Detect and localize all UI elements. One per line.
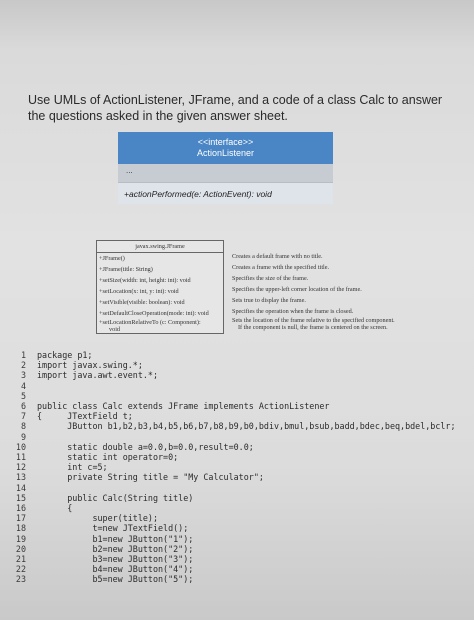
line-number: 20 xyxy=(15,543,26,554)
description-text: Creates a frame with the specified title. xyxy=(232,264,330,271)
line-number: 7 xyxy=(20,411,26,422)
line-number: 19 xyxy=(15,533,26,544)
code-line xyxy=(0,452,474,462)
code-text: private String title = "My Calculator"; xyxy=(37,472,264,483)
description-text: Specifies the size of the frame. xyxy=(232,275,309,282)
line-number: 21 xyxy=(15,554,26,564)
line-number: 13 xyxy=(15,472,26,483)
jframe-description xyxy=(224,284,404,295)
line-number: 3 xyxy=(20,370,26,381)
code-line xyxy=(0,574,474,584)
code-text: b1=new JButton("1"); xyxy=(37,533,194,544)
description-text: Sets the location of the frame relative to the specified component. xyxy=(232,317,395,324)
jframe-method-line: void xyxy=(109,326,121,333)
code-line xyxy=(0,370,474,380)
line-number: 8 xyxy=(20,421,26,432)
line-number: 15 xyxy=(15,492,26,503)
line-number: 1 xyxy=(20,350,26,360)
line-number: 18 xyxy=(15,523,26,534)
code-line xyxy=(0,421,474,431)
code-line xyxy=(0,564,474,574)
line-number: 16 xyxy=(15,503,26,513)
code-text: int c=5; xyxy=(37,462,108,473)
line-number: 10 xyxy=(15,441,26,452)
line-number: 12 xyxy=(15,462,26,473)
jframe-uml-title: javax.swing.JFrame xyxy=(97,241,223,253)
code-text: b2=new JButton("2"); xyxy=(37,543,194,554)
jframe-method: +JFrame() xyxy=(99,255,125,262)
description-text: Specifies the operation when the frame is closed. xyxy=(232,308,354,315)
jframe-method: +setLocation(x: int, y: int): void xyxy=(99,288,179,295)
code-text: b4=new JButton("4"); xyxy=(37,564,194,575)
instructions-text: Use UMLs of ActionListener, JFrame, and a code of a class Calc to answer the questions asked in the given answer sheet. xyxy=(28,93,443,123)
code-text: JButton b1,b2,b3,b4,b5,b6,b7,b8,b9,b0,bdiv,bmul,bsub,badd,bdec,beq,bdel,bclr; xyxy=(37,421,456,432)
jframe-descriptions xyxy=(224,251,404,331)
code-line xyxy=(0,503,474,513)
code-line xyxy=(0,483,474,493)
uml-stereotype: <<interface>> xyxy=(197,137,254,147)
code-line xyxy=(0,391,474,401)
code-text: static int operator=0; xyxy=(37,452,179,462)
line-number: 23 xyxy=(15,574,26,585)
uml-method: +actionPerformed(e: ActionEvent): void xyxy=(118,182,333,204)
code-line xyxy=(0,432,474,442)
code-line xyxy=(0,360,474,370)
code-line xyxy=(0,534,474,544)
code-text: super(title); xyxy=(37,513,159,524)
code-text: import java.awt.event.*; xyxy=(37,370,159,381)
code-text: public Calc(String title) xyxy=(37,492,194,503)
line-number: 17 xyxy=(15,513,26,524)
jframe-description xyxy=(224,262,404,273)
description-text: Sets true to display the frame. xyxy=(232,297,306,304)
line-number: 6 xyxy=(20,401,26,411)
uml-header xyxy=(118,132,333,164)
jframe-method: +setDefaultCloseOperation(mode: int): void xyxy=(99,310,209,317)
code-line xyxy=(0,493,474,503)
line-number: 22 xyxy=(15,564,26,575)
line-number: 2 xyxy=(20,360,26,371)
jframe-description xyxy=(224,295,404,306)
code-text: b5=new JButton("5"); xyxy=(37,574,194,585)
jframe-description xyxy=(224,317,404,331)
jframe-description xyxy=(224,251,404,262)
jframe-description xyxy=(224,273,404,284)
code-text: public class Calc extends JFrame implements ActionListener xyxy=(37,401,330,411)
code-text: t=new JTextField(); xyxy=(37,523,189,534)
code-text: { JTextField t; xyxy=(37,411,133,422)
jframe-uml xyxy=(96,240,395,334)
code-text: { xyxy=(37,503,73,513)
jframe-method: +setVisible(visible: boolean): void xyxy=(99,299,185,306)
action-listener-uml xyxy=(118,132,333,204)
code-line xyxy=(0,544,474,554)
code-line xyxy=(0,401,474,411)
description-text: Creates a default frame with no title. xyxy=(232,253,323,260)
jframe-method: +setSize(width: int, height: int): void xyxy=(99,277,191,284)
line-number: 5 xyxy=(20,390,26,401)
code-line xyxy=(0,472,474,482)
code-text: import javax.swing.*; xyxy=(37,360,143,371)
code-text: package p1; xyxy=(37,350,93,360)
code-line xyxy=(0,442,474,452)
jframe-uml-box xyxy=(96,240,224,334)
line-number: 9 xyxy=(20,431,26,442)
code-text: static double a=0.0,b=0.0,result=0.0; xyxy=(37,441,254,452)
line-number: 11 xyxy=(15,452,26,462)
jframe-method: +JFrame(title: String) xyxy=(99,266,153,273)
code-text: b3=new JButton("3"); xyxy=(37,554,194,564)
code-line xyxy=(0,381,474,391)
code-line xyxy=(0,350,474,360)
jframe-description xyxy=(224,306,404,317)
uml-attributes: ... xyxy=(118,164,333,182)
code-line xyxy=(0,411,474,421)
jframe-method-line: +setLocationRelativeTo (c: Component): xyxy=(99,319,201,326)
code-line xyxy=(0,513,474,523)
description-text: Specifies the upper-left corner location of the frame. xyxy=(232,286,362,293)
jframe-method xyxy=(97,319,223,333)
description-text: If the component is null, the frame is centered on the screen. xyxy=(238,324,388,331)
code-line xyxy=(0,523,474,533)
code-line xyxy=(0,462,474,472)
uml-class-name: ActionListener xyxy=(196,148,255,158)
line-number: 4 xyxy=(20,380,26,391)
code-line xyxy=(0,554,474,564)
line-number: 14 xyxy=(15,482,26,493)
